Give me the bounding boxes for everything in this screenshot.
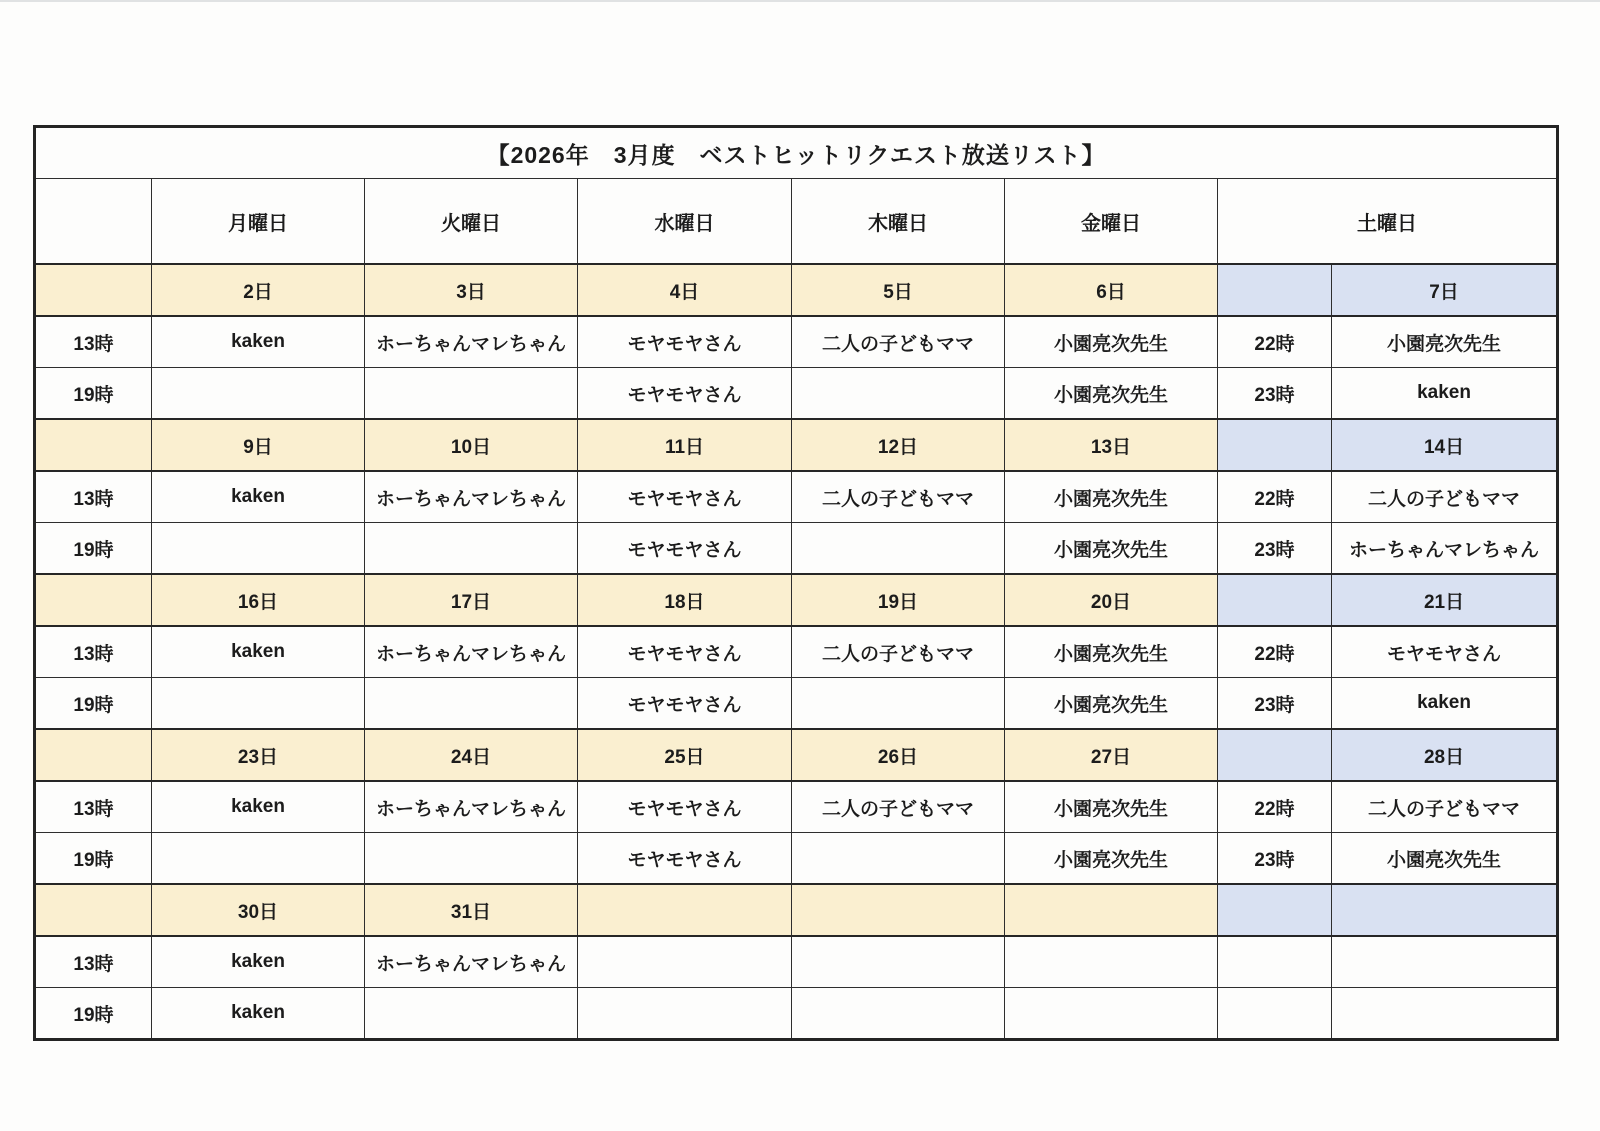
program-cell: 小園亮次先生 <box>1005 833 1218 885</box>
header-saturday: 土曜日 <box>1218 179 1558 265</box>
program-cell: kaken <box>152 316 365 368</box>
program-cell <box>152 833 365 885</box>
date-cell: 30日 <box>152 884 365 936</box>
program-cell: モヤモヤさん <box>578 781 792 833</box>
scan-edge-artifact <box>0 0 1600 2</box>
program-cell: kaken <box>152 781 365 833</box>
program-cell: ホーちゃんマレちゃん <box>365 316 578 368</box>
time-label-cell: 19時 <box>35 523 152 575</box>
header-tuesday: 火曜日 <box>365 179 578 265</box>
program-cell <box>1005 988 1218 1040</box>
header-thursday: 木曜日 <box>792 179 1005 265</box>
program-cell: モヤモヤさん <box>578 626 792 678</box>
date-cell: 25日 <box>578 729 792 781</box>
program-cell: 小園亮次先生 <box>1005 626 1218 678</box>
date-row-spacer <box>35 729 152 781</box>
saturday-date-spacer <box>1218 264 1332 316</box>
program-cell <box>152 678 365 730</box>
program-cell: ホーちゃんマレちゃん <box>365 471 578 523</box>
saturday-program-cell: 小園亮次先生 <box>1332 833 1558 885</box>
header-friday: 金曜日 <box>1005 179 1218 265</box>
date-cell <box>792 884 1005 936</box>
date-row-spacer <box>35 264 152 316</box>
time-label-cell: 19時 <box>35 368 152 420</box>
program-cell: 小園亮次先生 <box>1005 678 1218 730</box>
saturday-time-label-cell: 23時 <box>1218 678 1332 730</box>
date-cell: 26日 <box>792 729 1005 781</box>
date-row-spacer <box>35 419 152 471</box>
date-cell: 5日 <box>792 264 1005 316</box>
program-cell: kaken <box>152 988 365 1040</box>
program-cell: モヤモヤさん <box>578 471 792 523</box>
program-cell <box>365 523 578 575</box>
program-cell: 小園亮次先生 <box>1005 316 1218 368</box>
date-cell: 31日 <box>365 884 578 936</box>
program-cell <box>365 988 578 1040</box>
date-cell: 3日 <box>365 264 578 316</box>
saturday-time-label-cell: 22時 <box>1218 471 1332 523</box>
saturday-program-cell: kaken <box>1332 678 1558 730</box>
date-cell: 19日 <box>792 574 1005 626</box>
schedule-title: 【2026年 3月度 ベストヒットリクエスト放送リスト】 <box>35 127 1558 179</box>
program-cell <box>365 833 578 885</box>
saturday-program-cell: モヤモヤさん <box>1332 626 1558 678</box>
program-cell <box>365 368 578 420</box>
program-cell: モヤモヤさん <box>578 316 792 368</box>
program-cell <box>152 523 365 575</box>
week-1-19h-row <box>35 368 1558 420</box>
saturday-program-cell: 二人の子どもママ <box>1332 781 1558 833</box>
week-1-date-row <box>35 264 1558 316</box>
saturday-date-cell: 28日 <box>1332 729 1558 781</box>
date-cell <box>578 884 792 936</box>
time-label-cell: 13時 <box>35 626 152 678</box>
program-cell <box>792 988 1005 1040</box>
week-3-19h-row <box>35 678 1558 730</box>
program-cell: 二人の子どもママ <box>792 471 1005 523</box>
saturday-program-cell: 二人の子どもママ <box>1332 471 1558 523</box>
program-cell <box>792 523 1005 575</box>
saturday-time-label-cell <box>1218 936 1332 988</box>
saturday-program-cell <box>1332 988 1558 1040</box>
header-monday: 月曜日 <box>152 179 365 265</box>
week-3-13h-row <box>35 626 1558 678</box>
saturday-time-label-cell: 22時 <box>1218 781 1332 833</box>
program-cell: kaken <box>152 626 365 678</box>
broadcast-schedule-table <box>33 125 1559 1041</box>
program-cell: kaken <box>152 936 365 988</box>
saturday-date-cell: 14日 <box>1332 419 1558 471</box>
date-cell: 9日 <box>152 419 365 471</box>
date-cell: 10日 <box>365 419 578 471</box>
program-cell: 小園亮次先生 <box>1005 471 1218 523</box>
week-5-19h-row <box>35 988 1558 1040</box>
date-cell: 23日 <box>152 729 365 781</box>
week-5-date-row <box>35 884 1558 936</box>
saturday-program-cell: ホーちゃんマレちゃん <box>1332 523 1558 575</box>
saturday-date-cell: 7日 <box>1332 264 1558 316</box>
day-header-row <box>35 179 1558 265</box>
week-2-19h-row <box>35 523 1558 575</box>
saturday-date-cell: 21日 <box>1332 574 1558 626</box>
program-cell: 二人の子どもママ <box>792 316 1005 368</box>
time-label-cell: 13時 <box>35 471 152 523</box>
program-cell: モヤモヤさん <box>578 523 792 575</box>
saturday-time-label-cell: 22時 <box>1218 316 1332 368</box>
program-cell: kaken <box>152 471 365 523</box>
program-cell <box>792 936 1005 988</box>
saturday-date-cell <box>1332 884 1558 936</box>
saturday-program-cell: kaken <box>1332 368 1558 420</box>
week-2-date-row <box>35 419 1558 471</box>
week-5-13h-row <box>35 936 1558 988</box>
saturday-date-spacer <box>1218 574 1332 626</box>
saturday-time-label-cell: 23時 <box>1218 368 1332 420</box>
program-cell: モヤモヤさん <box>578 833 792 885</box>
program-cell: ホーちゃんマレちゃん <box>365 781 578 833</box>
program-cell: モヤモヤさん <box>578 368 792 420</box>
program-cell <box>365 678 578 730</box>
program-cell <box>1005 936 1218 988</box>
saturday-program-cell <box>1332 936 1558 988</box>
date-cell: 27日 <box>1005 729 1218 781</box>
date-cell <box>1005 884 1218 936</box>
program-cell: 小園亮次先生 <box>1005 781 1218 833</box>
date-cell: 6日 <box>1005 264 1218 316</box>
saturday-date-spacer <box>1218 884 1332 936</box>
week-1-13h-row <box>35 316 1558 368</box>
program-cell: モヤモヤさん <box>578 678 792 730</box>
program-cell <box>792 678 1005 730</box>
program-cell: 小園亮次先生 <box>1005 368 1218 420</box>
time-label-cell: 13時 <box>35 781 152 833</box>
week-2-13h-row <box>35 471 1558 523</box>
time-label-cell: 19時 <box>35 833 152 885</box>
week-4-19h-row <box>35 833 1558 885</box>
header-corner-cell <box>35 179 152 265</box>
program-cell <box>578 936 792 988</box>
saturday-time-label-cell: 22時 <box>1218 626 1332 678</box>
date-cell: 4日 <box>578 264 792 316</box>
saturday-time-label-cell: 23時 <box>1218 833 1332 885</box>
saturday-date-spacer <box>1218 729 1332 781</box>
date-cell: 24日 <box>365 729 578 781</box>
date-row-spacer <box>35 884 152 936</box>
week-4-date-row <box>35 729 1558 781</box>
date-cell: 16日 <box>152 574 365 626</box>
time-label-cell: 13時 <box>35 316 152 368</box>
program-cell <box>152 368 365 420</box>
date-row-spacer <box>35 574 152 626</box>
time-label-cell: 19時 <box>35 988 152 1040</box>
saturday-time-label-cell <box>1218 988 1332 1040</box>
program-cell <box>792 833 1005 885</box>
program-cell: ホーちゃんマレちゃん <box>365 936 578 988</box>
program-cell <box>792 368 1005 420</box>
week-4-13h-row <box>35 781 1558 833</box>
title-row <box>35 127 1558 179</box>
date-cell: 12日 <box>792 419 1005 471</box>
header-wednesday: 水曜日 <box>578 179 792 265</box>
date-cell: 17日 <box>365 574 578 626</box>
program-cell: 二人の子どもママ <box>792 781 1005 833</box>
program-cell: 二人の子どもママ <box>792 626 1005 678</box>
date-cell: 2日 <box>152 264 365 316</box>
program-cell: ホーちゃんマレちゃん <box>365 626 578 678</box>
saturday-date-spacer <box>1218 419 1332 471</box>
program-cell <box>578 988 792 1040</box>
date-cell: 20日 <box>1005 574 1218 626</box>
date-cell: 13日 <box>1005 419 1218 471</box>
date-cell: 11日 <box>578 419 792 471</box>
week-3-date-row <box>35 574 1558 626</box>
date-cell: 18日 <box>578 574 792 626</box>
time-label-cell: 13時 <box>35 936 152 988</box>
saturday-program-cell: 小園亮次先生 <box>1332 316 1558 368</box>
saturday-time-label-cell: 23時 <box>1218 523 1332 575</box>
time-label-cell: 19時 <box>35 678 152 730</box>
program-cell: 小園亮次先生 <box>1005 523 1218 575</box>
